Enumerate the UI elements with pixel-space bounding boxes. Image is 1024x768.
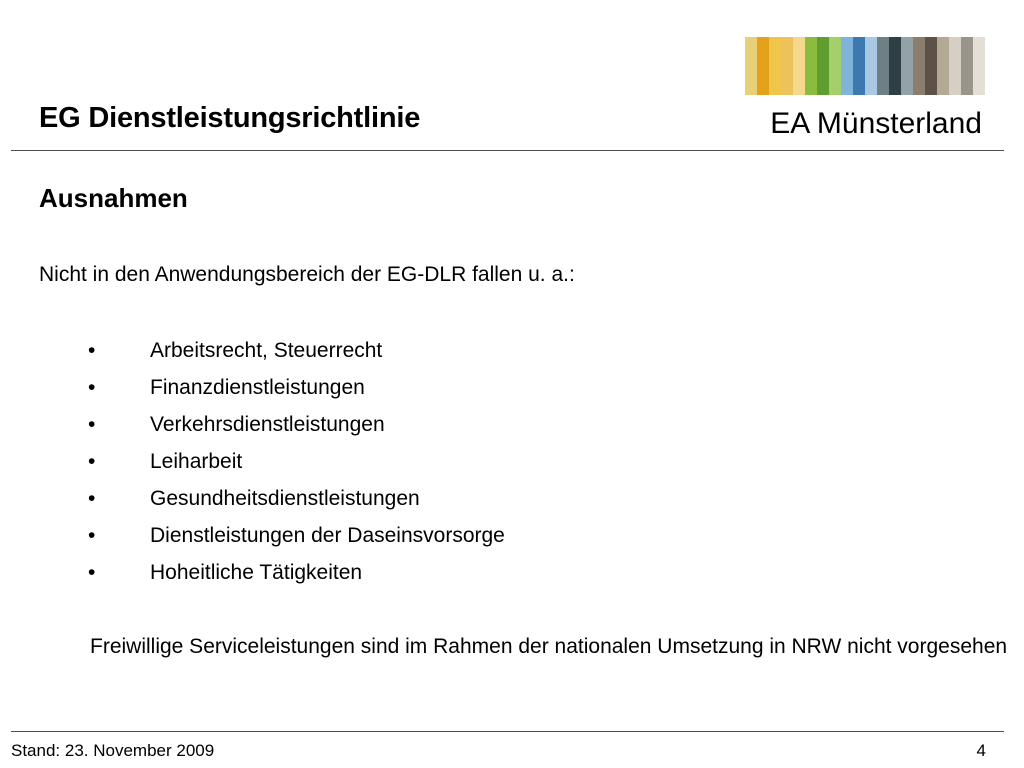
logo-stripe (901, 37, 913, 95)
logo-stripe (913, 37, 925, 95)
intro-text: Nicht in den Anwendungsbereich der EG-DLR fallen u. a.: (39, 263, 575, 286)
logo-stripe (769, 37, 781, 95)
footer-date: Stand: 23. November 2009 (11, 741, 215, 760)
list-item-text: Finanzdienstleistungen (150, 376, 365, 399)
section-heading: Ausnahmen (39, 183, 188, 213)
logo-stripe (949, 37, 961, 95)
bullet-icon: • (88, 524, 96, 547)
list-item-text: Verkehrsdienstleistungen (150, 413, 385, 436)
bullet-icon: • (88, 450, 96, 473)
list-item-text: Hoheitliche Tätigkeiten (150, 561, 363, 584)
list-item-text: Dienstleistungen der Daseinsvorsorge (150, 524, 505, 547)
striped-logo-icon (745, 37, 985, 95)
logo-stripe (817, 37, 829, 95)
logo-stripe (877, 37, 889, 95)
bullet-icon: • (88, 413, 96, 436)
logo-stripe (961, 37, 973, 95)
list-item-text: Arbeitsrecht, Steuerrecht (150, 339, 383, 362)
logo-stripe (841, 37, 853, 95)
logo-stripe (805, 37, 817, 95)
list-item-text: Gesundheitsdienstleistungen (150, 487, 420, 510)
list-item-text: Leiharbeit (150, 450, 243, 473)
logo-stripe (865, 37, 877, 95)
logo-stripe (937, 37, 949, 95)
logo-stripe (829, 37, 841, 95)
brand-name: EA Münsterland (770, 107, 982, 140)
bullet-icon: • (88, 376, 96, 399)
logo-stripe (745, 37, 757, 95)
bullet-icon: • (88, 487, 96, 510)
logo-stripe (853, 37, 865, 95)
logo-stripe (781, 37, 793, 95)
footer-divider (11, 731, 1004, 732)
logo-stripe (889, 37, 901, 95)
bullet-icon: • (88, 339, 96, 362)
header-divider (11, 150, 1004, 151)
logo-stripe (793, 37, 805, 95)
logo-stripe (757, 37, 769, 95)
note-paragraph: Freiwillige Serviceleistungen sind im Rahmen der nationalen Umsetzung in NRW nicht vorgesehen (90, 635, 1008, 658)
slide-title: EG Dienstleistungsrichtlinie (39, 102, 421, 134)
page-number: 4 (976, 741, 986, 760)
bullet-icon: • (88, 561, 96, 584)
logo-stripe (925, 37, 937, 95)
logo-stripe (973, 37, 985, 95)
